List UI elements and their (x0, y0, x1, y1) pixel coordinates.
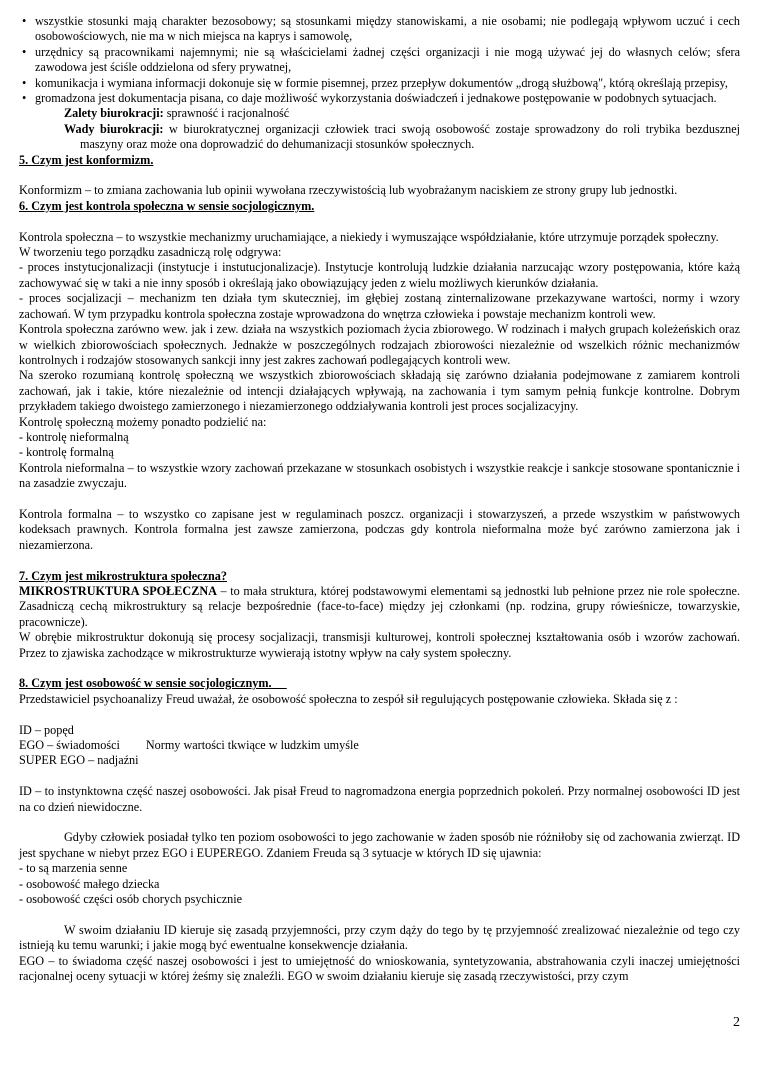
section-5-heading: 5. Czym jest konformizm. (19, 152, 154, 167)
zalety-paragraph: Zalety biurokracji: sprawność i racjonalność (64, 106, 290, 121)
superego-line: SUPER EGO – nadjaźni (19, 753, 139, 768)
paragraph: ID – to instynktowna część naszej osobowości. Jak pisał Freud to nagromadzona energia poprzednich pokoleń. Przy normalnej osobowości ID jest na co dzień niewidoczne. (19, 784, 740, 814)
paragraph: W obrębie mikrostruktur dokonują się procesy socjalizacji, transmisji kulturowej, kontroli społecznej kształtowania osób i wzorów zachowań. Przez to zjawiska zachodzące w mikrostrukturze wywierają istotny wpływ na cały system społeczny. (19, 630, 740, 660)
wady-paragraph: Wady biurokracji: w biurokratycznej organizacji człowiek traci swoją osobowość zostaje sprowadzony do roli trybika bezdusznej maszyny oraz może ona doprowadzić do dehumanizacji stosunków społecznych. (64, 121, 740, 152)
paragraph: Konformizm – to zmiana zachowania lub opinii wywołana rzeczywistością lub wyobrażanym naciskiem ze strony grupy lub jednostki. (19, 183, 678, 198)
paragraph: W swoim działaniu ID kieruje się zasadą przyjemności, przy czym dąży do tego by tę przyjemność zrealizować niezależnie od tego czy istnieją ku temu warunki; i jakie mogą być ewentualne konsekwencje działania. (19, 922, 740, 953)
id-line: ID – popęd (19, 722, 74, 737)
paragraph: Gdyby człowiek posiadał tylko ten poziom osobowości to jego zachowanie w żaden sposób nie różniłoby się od zachowania zwierząt. ID jest spychane w niebyt przez EGO i EUPEREGO. Zdaniem Freuda są 3 sytuacje w których ID się ujawnia: (19, 830, 740, 860)
bullet-icon: • (22, 75, 27, 90)
list-item: - kontrolę nieformalną (19, 429, 129, 444)
list-item: - osobowość części osób chorych psychicznie (19, 892, 243, 907)
section-6-heading: 6. Czym jest kontrola społeczna w sensie socjologicznym. (19, 198, 315, 213)
paragraph: EGO – to świadoma część naszej osobowości i jest to umiejętność do wnioskowania, syntetyzowania, abstrahowania czyli inaczej umiejętności racjonalnej oceny sytuacji w której żeśmy się znaleźli. EGO w swoim działaniu kieruje się zasadą rzeczywistości, przy czym (19, 953, 740, 984)
section-7-heading: 7. Czym jest mikrostruktura społeczna? (19, 568, 227, 583)
list-item: - to są marzenia senne (19, 861, 128, 876)
paragraph: Na szeroko rozumianą kontrolę społeczną we wszystkich zbiorowościach składają się zarówno działania podejmowane z zamiarem kontroli zachowań, jak i takie, które niezależnie od intencji działających wpływają, na zachowania i tym samym pełnią funkcje kontrolne. Dobrym przykładem takiego dwoistego zamierzonego i niezamierzonego oddziaływania kontroli jest proces socjalizacyjny. (19, 368, 740, 414)
page-number: 2 (733, 1015, 740, 1030)
bullet-icon: • (22, 44, 27, 59)
paragraph: Kontrolę społeczną możemy ponadto podzielić na: (19, 414, 267, 429)
paragraph: MIKROSTRUKTURA SPOŁECZNA – to mała struktura, której podstawowymi elementami są jednostki lub pełnione przez nie role społeczne. Zasadniczą cechą mikrostruktury są relacje bezpośrednie (face-to-face) między jej członkami (np. rodzina, grupy rówieśnicze, towarzyskie, pracownicze). (19, 583, 740, 629)
paragraph: Kontrola społeczna – to wszystkie mechanizmy uruchamiające, a niekiedy i wymuszające współdziałanie, które utrzymuje porządek społeczny. (19, 229, 719, 244)
paragraph: - proces instytucjonalizacji (instytucje i instutucjonalizacje). Instytucje kontrolują ludzkie działania narzucając wzory postępowania, które każą zachowywać się w taki a nie inny sposób i określają jako obowiązujący jeden z wielu możliwych kierunków działania. (19, 260, 740, 290)
bullet-icon: • (22, 91, 27, 106)
paragraph: - proces socjalizacji – mechanizm ten działa tym skuteczniej, im głębiej zostaną zinternalizowane przekazywane wartości, normy i wzory zachowań. W tym przypadku kontrola społeczna zostaje wprowadzona do wnętrza człowieka i powstaje mechanizm kontroli wew. (19, 291, 740, 321)
list-item: • wszystkie stosunki mają charakter bezosobowy; są stosunkami między stanowiskami, a nie osobami; nie podlegają wpływom uczuć i cech osobowościowych, nie ma w nich miejsca na kaprys i samowolę, (22, 14, 740, 44)
ego-line: EGO – świadomości Normy wartości tkwiące w ludzkim umyśle (19, 738, 359, 752)
paragraph: Kontrola formalna – to wszystko co zapisane jest w regulaminach poszcz. organizacji i stowarzyszeń, a przede wszystkim w państwowych kodeksach prawnych. Kontrola formalna jest zawsze zamierzona, podczas gdy kontrola nieformalna może być zarówno zamierzona jak i niezamierzona. (19, 506, 740, 552)
paragraph: Kontrola nieformalna – to wszystkie wzory zachowań przekazane w stosunkach osobistych i wszystkie reakcje i sankcje stosowane spontanicznie i na zasadzie zwyczaju. (19, 460, 740, 491)
paragraph: Kontrola społeczna zarówno wew. jak i zew. działa na wszystkich poziomach życia zbiorowego. W rodzinach i małych grupach koleżeńskich oraz w wielkich zbiorowościach społecznych. Jednakże w poszczególnych rodzajach zbiorowości niezależnie od wszelkich różnic mechanizmów kontrolnych i rodzajów stosowanych sankcji inny jest zakres zachowań podlegających kontroli wew. (19, 322, 740, 367)
list-item: • komunikacja i wymiana informacji dokonuje się w formie pisemnej, przez przepływ dokumentów „drogą służbową", którą określają przepisy, (22, 75, 728, 90)
section-8-heading: 8. Czym jest osobowość w sensie socjologicznym. (19, 676, 272, 691)
list-item: • urzędnicy są pracownikami najemnymi; nie są właścicielami żadnej części organizacji i nie mogą używać jej do własnych celów; sfera zawodowa jest ściśle oddzielona od sfery prywatnej, (22, 44, 740, 75)
list-item: • gromadzona jest dokumentacja pisana, co daje możliwość wykorzystania doświadczeń i jednakowe postępowanie w podobnych sytuacjach. (22, 91, 717, 106)
list-item: - kontrolę formalną (19, 445, 114, 460)
bureaucracy-features-list (19, 14, 740, 106)
list-item: - osobowość małego dziecka (19, 876, 160, 891)
paragraph: Przedstawiciel psychoanalizy Freud uważał, że osobowość społeczna to zespół sił regulujących postępowanie człowieka. Składa się z : (19, 691, 678, 706)
bullet-icon: • (22, 14, 27, 28)
paragraph: W tworzeniu tego porządku zasadniczą rolę odgrywa: (19, 245, 282, 260)
